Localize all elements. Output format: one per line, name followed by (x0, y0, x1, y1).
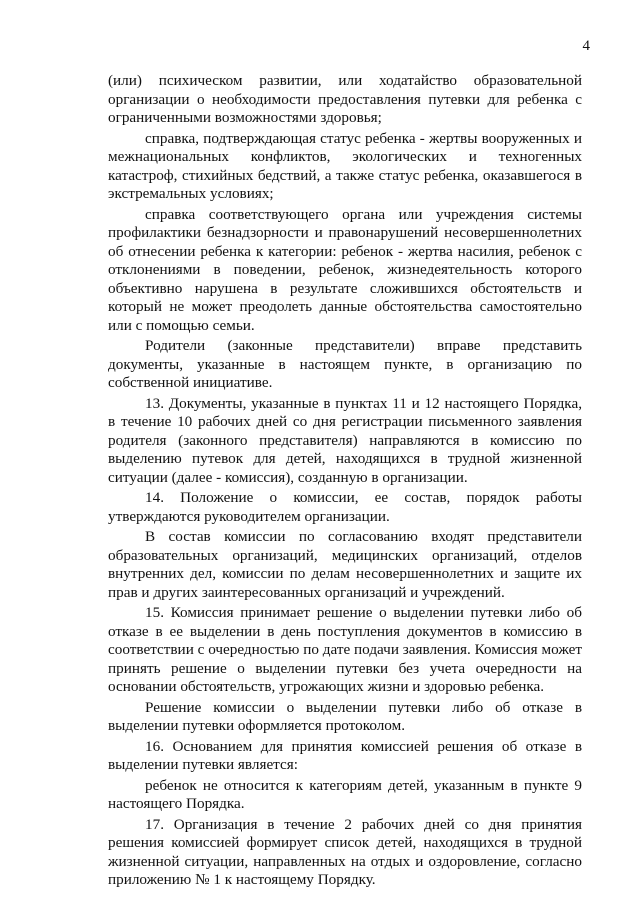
paragraph: 15. Комиссия принимает решение о выделении путевки либо об отказе в ее выделении в день поступления документов в комиссию в соответствии с очередностью по дате подачи заявления. Комиссия может принять решение о выделении путевки без учета очередности на основании обстоятельств, угрожающих жизни и здоровью ребенка. (108, 604, 582, 695)
document-body (108, 72, 582, 892)
paragraph: 13. Документы, указанные в пунктах 11 и 12 настоящего Порядка, в течение 10 рабочих дней со дня регистрации письменного заявления родителя (законного представителя) направляются в комиссию по выделению путевок для детей, находящихся в трудной жизненной ситуации (далее - комиссия), созданную в организации. (108, 394, 582, 486)
paragraph: Родители (законные представители) вправе представить документы, указанные в настоящем пункте, в организацию по собственной инициативе. (108, 337, 582, 391)
paragraph: В состав комиссии по согласованию входят представители образовательных организаций, медицинских организаций, отделов внутренних дел, комиссии по делам несовершеннолетних и защите их прав и других заинтересованных организаций и учреждений. (108, 528, 582, 601)
paragraph: Решение комиссии о выделении путевки либо об отказе в выделении путевки оформляется протоколом. (108, 698, 582, 734)
paragraph: 16. Основанием для принятия комиссией решения об отказе в выделении путевки является: (108, 737, 582, 773)
paragraph: справка соответствующего органа или учреждения системы профилактики безнадзорности и правонарушений несовершеннолетних об отнесении ребенка к категории: ребенок - жертва насилия, ребенок с отклонениями в поведении, ребенок, жизнедеятельность которого объективно нарушена в результате сложившихся обстоятельств и который не может преодолеть данные обстоятельства самостоятельно или с помощью семьи. (108, 205, 582, 334)
paragraph: 14. Положение о комиссии, ее состав, порядок работы утверждаются руководителем организации. (108, 489, 582, 525)
paragraph: ребенок не относится к категориям детей, указанным в пункте 9 настоящего Порядка. (108, 776, 582, 812)
paragraph: 17. Организация в течение 2 рабочих дней со дня принятия решения комиссией формирует список детей, находящихся в трудной жизненной ситуации, направленных на отдых и оздоровление, согласно приложению № 1 к настоящему Порядку. (108, 815, 582, 888)
paragraph: (или) психическом развитии, или ходатайство образовательной организации о необходимости предоставления путевки для ребенка с ограниченными возможностями здоровья; (108, 72, 582, 126)
paragraph: справка, подтверждающая статус ребенка - жертвы вооруженных и межнациональных конфликтов, экологических и техногенных катастроф, стихийных бедствий, а также статус ребенка, оказавшегося в экстремальных условиях; (108, 129, 582, 202)
page-number: 4 (582, 38, 590, 54)
